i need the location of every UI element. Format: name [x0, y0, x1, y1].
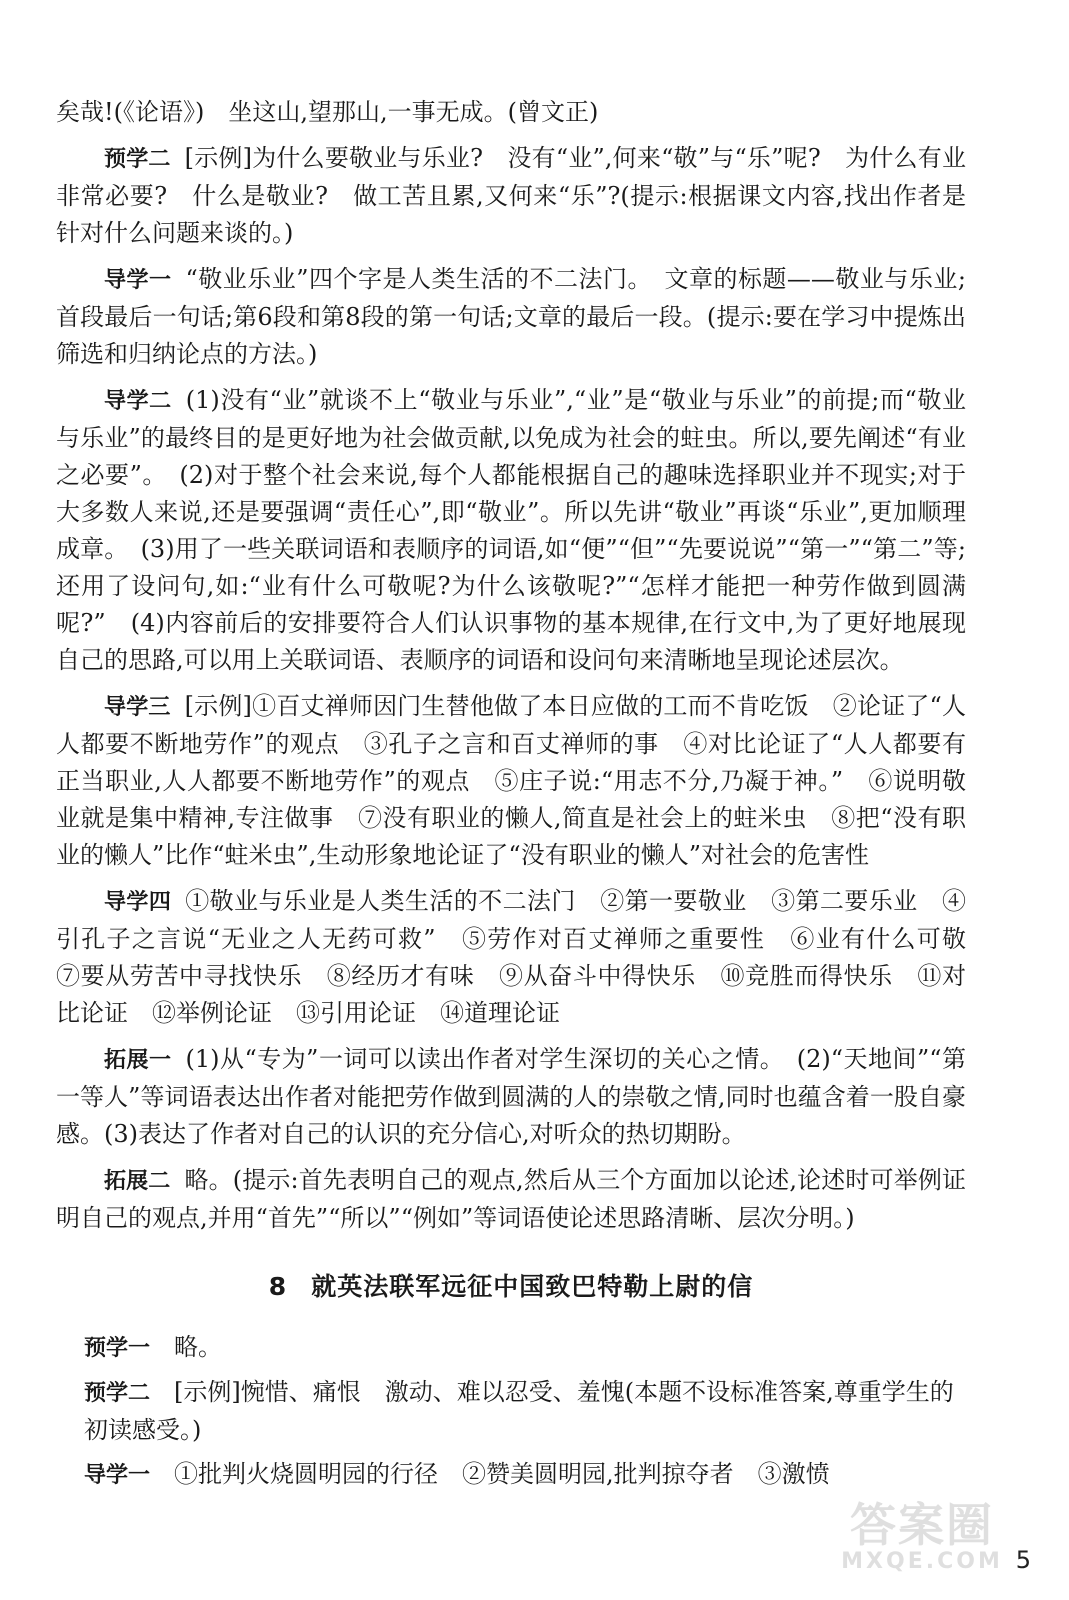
item-label: 导学三: [104, 695, 171, 720]
item-label: 导学一: [84, 1463, 151, 1488]
section-heading: [56, 1267, 966, 1303]
answer-page: [56, 94, 990, 1501]
item-label: 导学二: [104, 389, 172, 414]
paragraph-text: ①敬业与乐业是人类生活的不二法门 ②第一要敬业 ③第二要乐业 ④引孔子之言说“无业之人无药可救” ⑤劳作对百丈禅师之重要性 ⑥业有什么可敬 ⑦要从劳苦中寻找快乐 ⑧经历才有味 ⑨从奋斗中得快乐 ⑩竞胜而得快乐 ⑪对比论证 ⑫举例论证 ⑬引用论证 ⑭道理论证: [56, 887, 990, 1027]
item-label: 导学一: [104, 268, 172, 293]
paragraph-tuozhan-1: [56, 1041, 966, 1153]
section-item: [56, 1374, 966, 1449]
section-title: 就英法联军远征中国致巴特勒上尉的信: [311, 1272, 754, 1301]
paragraph-text: (1)从“专为”一词可以读出作者对学生深切的关心之情。 (2)“天地间”“第一等人”等词语表达出作者对能把劳作做到圆满的人的崇敬之情,同时也蕴含着一股自豪感。(3)表达了作者对自己的认识的充分信心,对听众的热切期盼。: [56, 1045, 966, 1148]
section-item: [56, 1329, 966, 1367]
paragraph-text: 略。(提示:首先表明自己的观点,然后从三个方面加以论述,论述时可举例证明自己的观点,并用“首先”“所以”“例如”等词语使论述思路清晰、层次分明。): [56, 1166, 966, 1232]
item-text: 略。: [174, 1333, 223, 1361]
paragraph-text: (1)没有“业”就谈不上“敬业与乐业”,“业”是“敬业与乐业”的前提;而“敬业与乐业”的最终目的是更好地为社会做贡献,以免成为社会的蛀虫。所以,要先阐述“有业之必要”。 (2)对于整个社会来说,每个人都能根据自己的趣味选择职业并不现实;对于大多数人来说,还是要强调“责任心”,即“敬业”。所以先讲“敬业”再谈“乐业”,更加顺理成章。 (3)用了一些关联词语和表顺序的词语,如“便”“但”“先要说说”“第一”“第二”等;还用了设问句,如:“业有什么可敬呢?为什么该敬呢?”“怎样才能把一种劳作做到圆满呢?” (4)内容前后的安排要符合人们认识事物的基本规律,在行文中,为了更好地展现自己的思路,可以用上关联词语、表顺序的词语和设问句来清晰地呈现论述层次。: [56, 386, 966, 674]
paragraph-daoxue-1: [56, 261, 966, 373]
paragraph-tuozhan-2: [56, 1162, 966, 1237]
paragraph-yuxue-2: [56, 140, 966, 252]
item-text: ①批判火烧圆明园的行径 ②赞美圆明园,批判掠夺者 ③激愤: [174, 1460, 830, 1488]
section-item: [56, 1456, 966, 1494]
item-label: 预学二: [104, 147, 171, 172]
paragraph-text: 矣哉!(《论语》) 坐这山,望那山,一事无成。(曾文正): [56, 98, 599, 126]
paragraph-text: [示例]为什么要敬业与乐业? 没有“业”,何来“敬”与“乐”呢? 为什么有业非常必要? 什么是敬业? 做工苦且累,又何来“乐”?(提示:根据课文内容,找出作者是针对什么问题来谈的。): [56, 144, 966, 247]
item-label: 预学一: [84, 1336, 151, 1361]
watermark-top-text: 答案圈: [850, 1498, 994, 1552]
watermark-bottom-text: MXQE.COM: [841, 1549, 1003, 1574]
page-number: 5: [1015, 1546, 1031, 1574]
watermark-logo: [837, 1500, 1007, 1580]
item-label: 拓展一: [104, 1048, 172, 1073]
paragraph-daoxue-3: [56, 688, 966, 874]
item-label: 拓展二: [104, 1169, 171, 1194]
paragraph-text: [示例]①百丈禅师因门生替他做了本日应做的工而不肯吃饭 ②论证了“人人都要不断地劳作”的观点 ③孔子之言和百丈禅师的事 ④对比论证了“人人都要有正当职业,人人都要不断地劳作”的观点 ⑤庄子说:“用志不分,乃凝于神。” ⑥说明敬业就是集中精神,专注做事 ⑦没有职业的懒人,简直是社会上的蛀米虫 ⑧把“没有职业的懒人”比作“蛀米虫”,生动形象地论证了“没有职业的懒人”对社会的危害性: [56, 692, 966, 869]
paragraph-daoxue-4: [56, 883, 990, 1032]
paragraph-text: “敬业乐业”四个字是人类生活的不二法门。 文章的标题——敬业与乐业;首段最后一句话;第6段和第8段的第一句话;文章的最后一段。(提示:要在学习中提炼出筛选和归纳论点的方法。): [56, 265, 966, 368]
item-text: [示例]惋惜、痛恨 激动、难以忍受、羞愧(本题不设标准答案,尊重学生的初读感受。): [84, 1378, 954, 1444]
section-number: 8: [268, 1272, 288, 1301]
item-label: 预学二: [84, 1381, 151, 1406]
paragraph-continuation: [56, 94, 966, 131]
paragraph-daoxue-2: [56, 382, 966, 679]
item-label: 导学四: [104, 890, 172, 915]
